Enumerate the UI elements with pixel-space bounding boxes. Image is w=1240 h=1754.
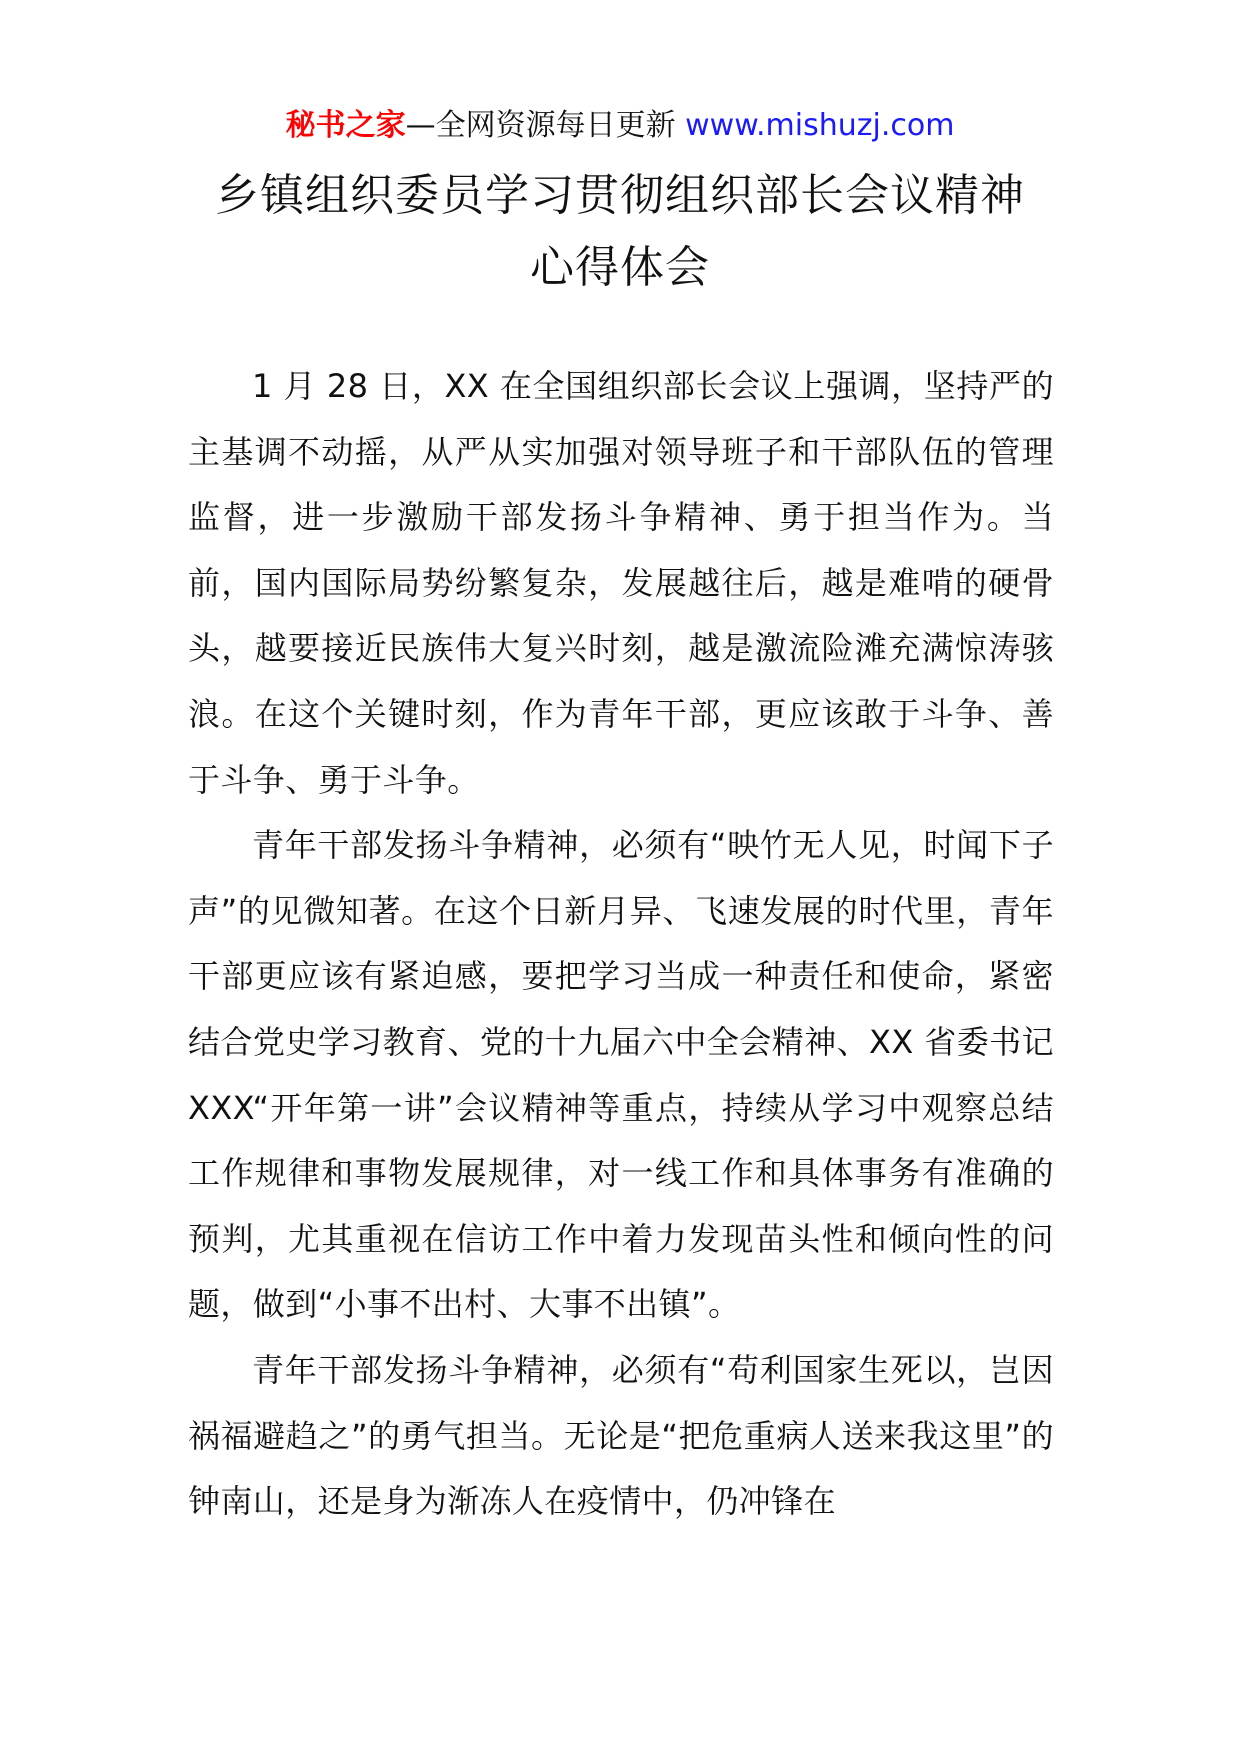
paragraph-2: 青年干部发扬斗争精神，必须有“映竹无人见，时闻下子声”的见微知著。在这个日新月异、飞速发展的时代里，青年干部更应该有紧迫感，要把学习当成一种责任和使命，紧密结合党史学习教育、党的十九届六中全会精神、XX 省委书记 XXX“开年第一讲”会议精神等重点，持续从学习中观察总结工作规律和事物发展规律，对一线工作和具体事务有准确的预判，尤其重视在信访工作中着力发现苗头性和倾向性的问题，做到“小事不出村、大事不出镇”。 [188, 826, 1054, 1324]
document-title [130, 160, 1110, 304]
paragraph-1: 1 月 28 日，XX 在全国组织部长会议上强调，坚持严的主基调不动摇，从严从实加强对领导班子和干部队伍的管理监督，进一步激励干部发扬斗争精神、勇于担当作为。当前，国内国际局势纷繁复杂，发展越往后，越是难啃的硬骨头，越要接近民族伟大复兴时刻，越是激流险滩充满惊涛骇浪。在这个关键时刻，作为青年干部，更应该敢于斗争、善于斗争、勇于斗争。 [188, 367, 1054, 799]
header-tagline: —全网资源每日更新 [405, 108, 676, 143]
site-url-link[interactable]: www.mishuzj.com [685, 108, 955, 143]
document-title-line-2: 心得体会 [530, 242, 710, 293]
brand-name: 秘书之家 [285, 108, 406, 143]
document-body [188, 354, 1054, 1535]
document-title-line-1: 乡镇组织委员学习贯彻组织部长会议精神 [215, 170, 1025, 221]
paragraph-3: 青年干部发扬斗争精神，必须有“苟利国家生死以，岂因祸福避趋之”的勇气担当。无论是“把危重病人送来我这里”的钟南山，还是身为渐冻人在疫情中，仍冲锋在 [188, 1350, 1054, 1521]
site-header [0, 104, 1240, 148]
